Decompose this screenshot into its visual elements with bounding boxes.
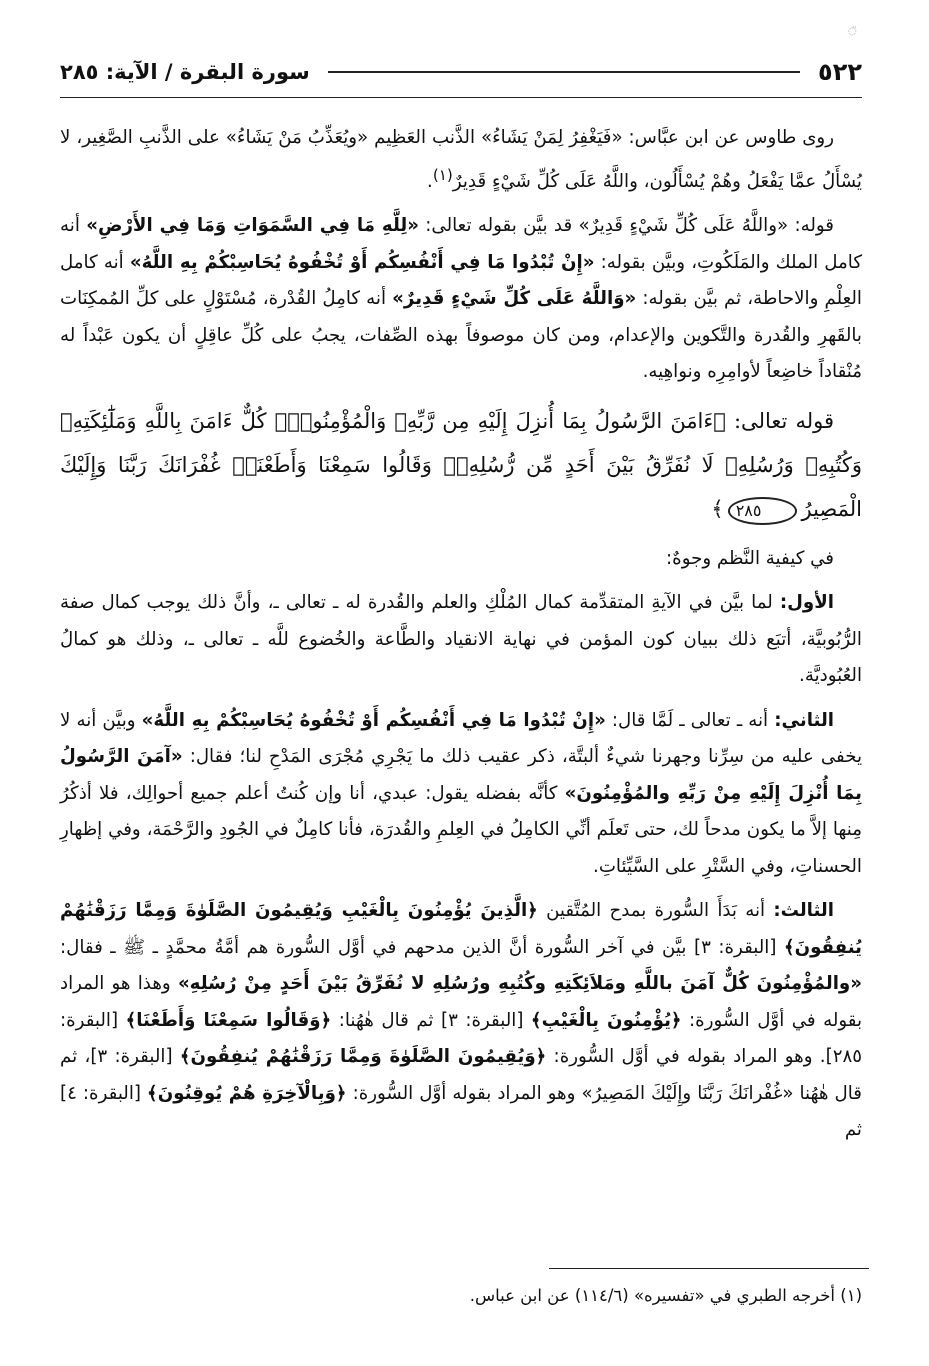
paragraph-1-text: روى طاوس عن ابن عبَّاس: «فَيَغْفِرُ لِمَنْ يَشَاءُ» الذَّنب العَظِيم «ويُعَذِّبُ مَنْ يَشَاءُ» على الذَّنبِ الصَّغِير، لا يُسْأَلُ عمَّا يَفْعَلُ وهُمْ يُسْأَلُون، واللَّهُ عَلَى كُلِّ شَيْءٍ قَدِيرٌ [60,127,862,192]
text-run: [البقرة: ٤] ثم [60,1082,862,1141]
text-run: [البقرة: ٢٨٥]. وهو المراد بقوله في أوَّل السُّورة: [60,1009,862,1068]
page-header [60,52,862,92]
quote-bold: «وَاللَّهُ عَلَى كُلِّ شَيْءٍ قَدِيرٌ» [392,288,637,310]
footnote-divider [549,1268,869,1269]
text-run: وبيَّن أنه لا يخفى عليه من سِرِّنا وجهرنا شيءٌ ألبتَّة، ذكر عقيب ذلك ما يَجْرِي مُجْرَى المَدْحِ لنا؛ فقال: [60,709,862,768]
quote-bold: «والمُؤْمِنُونَ كُلٌّ آمَنَ باللَّهِ ومَلاَئِكَتِهِ وكُتُبِهِ ورُسُلِهِ لا نُفَرِّقُ بَيْنَ أَحَدٍ مِنْ رُسُلِهِ» [177,973,862,995]
paragraph-third-aspect [60,893,862,1149]
paragraph-2 [60,208,862,391]
text-run: أنه ـ تعالى ـ لَمَّا قال: [605,709,775,731]
quote-bold: ﴿وَيُقِيمُونَ الصَّلَوٰةَ وَمِمَّا رَزَقْنَٰهُمْ يُنفِقُونَ﴾ [179,1046,547,1068]
aspect-label: الثاني: [774,709,835,731]
text-run: أنه كامل العِلْمِ والاحاطة، ثم بيَّن بقوله: [60,251,862,310]
paragraph-second-aspect [60,703,862,886]
paragraph-1 [60,120,862,200]
verse-text: ﴿ءَامَنَ الرَّسُولُ بِمَا أُنزِلَ إِلَيْهِ مِن رَّبِّهِۦ وَالْمُؤْمِنُونَۚ كُلٌّ ءَامَنَ بِاللَّهِ وَمَلَٰٓئِكَتِهِۦ وَكُتُبِهِۦ وَرُسُلِهِۦ لَا نُفَرِّقُ بَيْنَ أَحَدٍ مِّن رُّسُلِهِۦۚ وَقَالُوا سَمِعْنَا وَأَطَعْنَاۖ غُفْرَانَكَ رَبَّنَا وَإِلَيْكَ الْمَصِيرُ [60,408,862,521]
quran-verse-block [60,399,862,531]
quote-bold: «لِلَّهِ مَا فِي السَّمَوَاتِ وَمَا فِي الأَرْضِ» [86,215,419,237]
text-run: وهذا هو المراد بقوله في أوَّل السُّورة: [60,973,863,1031]
header-rule [328,71,800,73]
paragraph-3 [60,541,862,578]
quote-bold: ﴿وَبِالْآخِرَةِ هُمْ يُوقِنُونَ﴾ [147,1082,347,1104]
text-run: لما بيَّن في الآيةِ المتقدِّمة كمال المُلْكِ والعلم والقُدرة له ـ تعالى ـ، وأنَّ ذلك يوجب كمال صفة الرُّبُوبيَّة، أتبَع ذلك ببيان كون المؤمن في نهاية الانقياد والطَّاعة والخُضوع للَّه ـ تعالى ـ، وذلك هو كمالُ العُبُوديَّة. [60,592,862,687]
text-run: في كيفية النَّظم وجوهٌ: [666,547,834,569]
header-divider [60,97,862,98]
aspect-label: الثالث: [773,900,834,922]
paragraph-1-end: . [427,170,433,192]
text-run: كأنَّه بفضله يقول: عبدي، أنا وإن كُنتُ أعلم جميع أحوالِك، فلا أذكُرُ مِنها إلاَّ ما يكون مدحاً لك، حتى تَعلَم أنِّي الكامِلُ في العِلمِ والقُدرَة، فأنا كامِلٌ في الجُودِ والرَّحْمَة، وفي إظهارِ الحسناتِ، وفي السَّتْرِ على السَّيِّئاتِ. [60,782,862,877]
verse-lead: قوله تعالى: [725,408,834,433]
quote-bold: ﴿الَّذِينَ يُؤْمِنُونَ بِالْغَيْبِ وَيُقِيمُونَ الصَّلَوٰةَ وَمِمَّا رَزَقْنَٰهُمْ يُنفِقُونَ﴾ [60,900,862,958]
quote-bold: «إِنْ تُبْدُوا مَا فِي أَنْفُسِكُم أَوْ تُخْفُوهُ يُحَاسِبْكُمْ بِهِ اللَّهُ» [141,709,606,731]
text-run: [البقرة: ٣] بيَّن في آخر السُّورة أنَّ الذين مدحهم في أوَّل السُّورة هم أمَّةُ محمَّدٍ ـ ﷺ ـ فقال: [60,936,784,958]
quote-bold: «آمَنَ الرَّسُولُ بِمَا أُنْزِلَ إِلَيْهِ مِنْ رَبِّهِ والمُؤْمِنُونَ» [60,746,863,804]
quote-bold: ﴿يُؤْمِنُونَ بِالْغَيْبِ﴾ [530,1009,682,1031]
footnote-ref[interactable]: (١) [432,165,453,184]
footnote: (١) أخرجه الطبري في «تفسيره» (١١٤/٦) عن ابن عباس. [469,1286,862,1305]
page-body [60,120,862,1157]
text-run: [البقرة: ٣] ثم قال هٰهُنا: [331,1009,531,1031]
text-run: أنه كامِلُ القُدْرة، مُسْتَوْلٍ على كلِّ المُمكِنَات بالقَهرِ والقُدرة والتَّكوين والإعدام، ومن كان موصوفاً بهذه الصِّفات، يجبُ على كُلِّ عاقِلٍ أن يكون عَبْداً له مُنْقاداً خاضِعاً لأوامِرِه ونواهِيه. [60,288,862,383]
aspect-label: الأول: [779,592,834,614]
header-title: سورة البقرة / الآية: ٢٨٥ [60,60,310,84]
ayah-number-marker: ٢٨٥ [728,497,798,525]
text-run: [البقرة: ٣]، ثم قال هٰهُنا «غُفْرانَكَ رَبَّنَا وإِلَيْكَ المَصِيرُ» وهو المراد بقوله أوَّل السُّورة: [60,1046,862,1104]
quote-bold: «إِنْ تُبْدُوا مَا فِي أَنْفُسِكُم أَوْ تُخْفُوهُ يُحَاسِبْكُمْ بِهِ اللَّهُ» [129,251,595,273]
verse-close: ﴾ [711,496,724,521]
quote-bold: ﴿وَقَالُوا سَمِعْنَا وَأَطَعْنَا﴾ [125,1009,332,1031]
corner-mark: ◌̈ [848,26,857,37]
paragraph-first-aspect [60,585,862,695]
text-run: أنه بَدَأَ السُّورة بمدح المُتَّقين [537,900,774,922]
text-run: أنه كامل الملك والمَلَكُوتِ، وبيَّن بقوله: [60,215,862,273]
page-number: ٥٢٢ [818,58,862,86]
text-run: قوله: «واللَّهُ عَلَى كُلِّ شَيْءٍ قَدِيرٌ» قد بيَّن بقوله تعالى: [418,215,834,237]
